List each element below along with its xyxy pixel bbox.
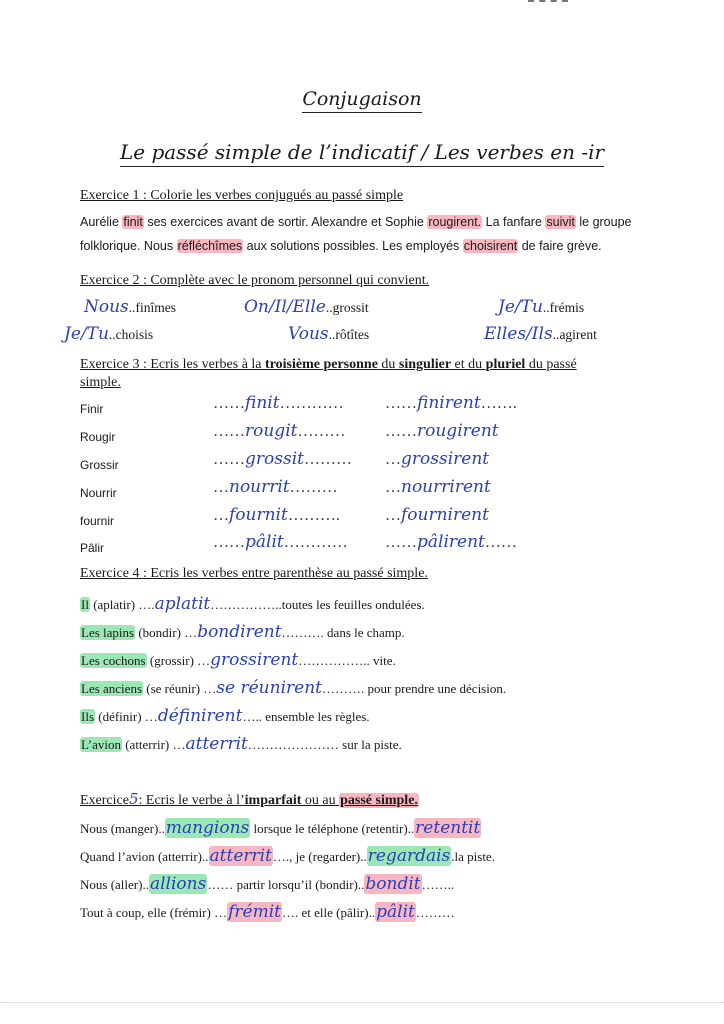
ex4-heading: Exercice 4 : Ecris les verbes entre parenthèse au passé simple. [80,566,428,581]
ex5-row: Nous (manger)..mangions lorsque le téléphone (retentir)..retentit [80,818,481,838]
ex3-verb: Rougir [80,430,116,444]
ex2-item: Elles/Ils..agirent [484,324,597,344]
highlight-suivit: suivit [546,215,575,229]
ex4-row: Ils (définir) …définirent….. ensemble les règles. [81,706,370,726]
ex3-verb: Pâlir [80,541,105,555]
scan-edge [0,1002,724,1004]
highlight-reflechimes: réfléchîmes [177,239,243,253]
ex3-singular: ……pâlit………… [213,532,348,552]
ex3-plural: …fournirent [385,505,489,525]
ex3-singular: …nourrit……… [213,477,338,497]
ex1-line-2: folklorique. Nous réfléchîmes aux solutions possibles. Les employés choisirent de faire grève. [80,239,602,253]
ex3-singular: ……grossit……… [213,449,352,469]
ex3-plural: …nourrirent [385,477,491,497]
ex4-row: Les cochons (grossir) …grossirent…………….. vite. [81,650,396,670]
ex1-heading: Exercice 1 : Colorie les verbes conjugués au passé simple [80,188,404,203]
ex5-row: Nous (aller)..allions…… partir lorsqu’il (bondir)..bondit…….. [80,874,455,894]
ex5-row: Quand l’avion (atterrir)..atterrit…., je (regarder)..regardais.la piste. [80,846,495,866]
ex2-item: Je/Tu..frémis [498,297,585,317]
ex3-plural: …grossirent [385,449,490,469]
page-title: Conjugaison [0,88,724,110]
ex4-row: L’avion (atterrir) …atterrit………………… sur la piste. [81,734,402,754]
ex4-row: Il (aplatir) ….aplatit……………..toutes les feuilles ondulées. [81,594,425,614]
ex2-item: Je/Tu..choisis [64,324,154,344]
ex3-singular: …fournit………. [213,505,340,525]
page-subtitle: Le passé simple de l’indicatif / Les verbes en -ir [0,140,724,164]
ex3-verb: Grossir [80,458,119,472]
ex3-singular: ……finit………… [213,393,344,413]
ex1-line-1: Aurélie finit ses exercices avant de sortir. Alexandre et Sophie rougirent. La fanfare suivit le groupe [80,215,632,229]
ex3-verb: Finir [80,402,104,416]
ex3-singular: ……rougit……… [213,421,346,441]
ex5-row: Tout à coup, elle (frémir) …frémit…. et elle (pâlir)..pâlit……… [80,902,455,922]
ex3-plural: ……finirent……. [385,393,517,413]
ex2-item: Vous..rôtîtes [288,324,370,344]
highlight-choisirent: choisirent [463,239,518,253]
ex2-heading: Exercice 2 : Complète avec le pronom personnel qui convient. [80,273,430,288]
ex5-heading: Exercice5: Ecris le verbe à l’imparfait ou au passé simple. [80,790,418,808]
ex4-row: Les lapins (bondir) …bondirent………. dans le champ. [81,622,405,642]
scan-mark [528,0,568,6]
ex4-row: Les anciens (se réunir) …se réunirent………. pour prendre une décision. [81,678,507,698]
ex2-item: On/Il/Elle..grossit [244,297,369,317]
ex3-heading: Exercice 3 : Ecris les verbes à la troisième personne du singulier et du pluriel du passé simple. [80,357,577,390]
highlight-finit: finit [123,215,143,229]
ex3-verb: fournir [80,514,115,528]
ex3-verb: Nourrir [80,486,117,500]
ex3-plural: ……rougirent [385,421,499,441]
highlight-rougirent: rougirent. [428,215,482,229]
ex3-plural: ……pâlirent…… [385,532,517,552]
ex2-item: Nous..finîmes [84,297,177,317]
